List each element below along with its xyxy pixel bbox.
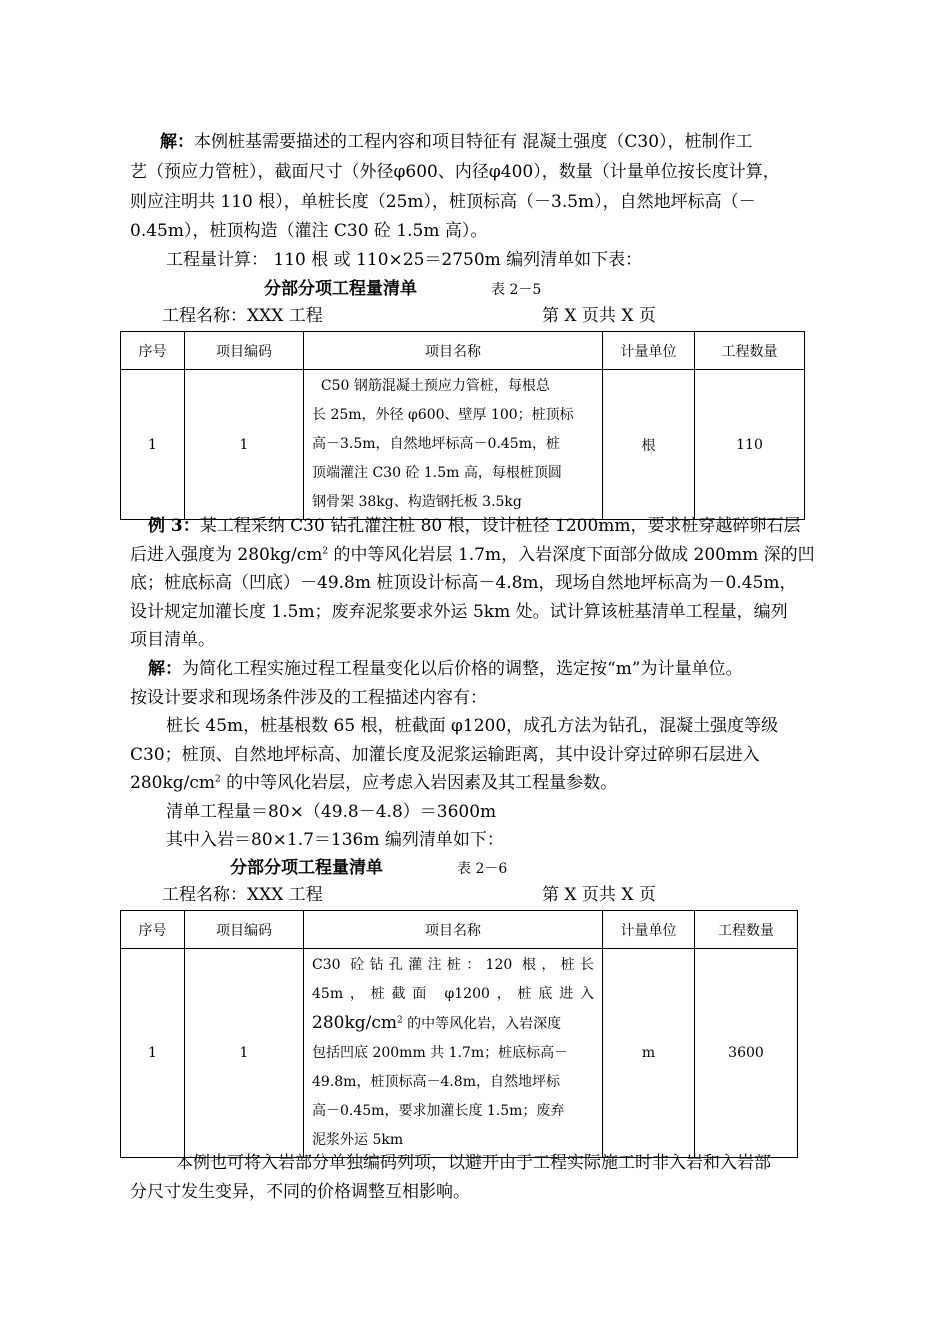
table2-header-code: 项目编码 <box>185 911 304 949</box>
table1-cell-qty: 110 <box>695 370 805 520</box>
table1-name-line: 钢骨架 38kg、构造钢托板 3.5kg <box>312 494 522 510</box>
table1-cell-code: 1 <box>185 370 304 520</box>
table1-cell-name <box>304 370 603 520</box>
table2-cell-code: 1 <box>185 949 304 1158</box>
table2-cell-unit: m <box>603 949 695 1158</box>
table2-caption: 分部分项工程量清单 <box>230 858 383 878</box>
solution2-line1 <box>148 654 743 684</box>
bill-table-2 <box>120 910 798 1158</box>
example3-text1: 某工程采纳 C30 钻孔灌注桩 80 根，设计桩径 1200mm，要求桩穿越碎卵石层 <box>199 516 801 536</box>
table1-header-code: 项目编码 <box>185 332 304 370</box>
solution2-label: 解： <box>148 659 182 679</box>
example3-line4: 设计规定加灌长度 1.5m；废弃泥浆要求外运 5km 处。试计算该桩基清单工程量，编列 <box>130 602 788 622</box>
table1-cell-no: 1 <box>121 370 185 520</box>
solution2-sup: 2 <box>215 774 221 785</box>
table1-name-line: C50 钢筋混凝土预应力管桩，每根总 <box>312 378 550 394</box>
table1-cell-unit: 根 <box>603 370 695 520</box>
example3-text2a: 后进入强度为 280kg/cm <box>130 545 323 565</box>
example3-text2b: 的中等风化岩层 1.7m，入岩深度下面部分做成 200mm 深的凹 <box>328 545 815 565</box>
table2-name-sup: 2 <box>397 1015 403 1026</box>
table1-header-name: 项目名称 <box>304 332 603 370</box>
table2-header-row <box>121 911 798 949</box>
table2-number: 表 2－6 <box>457 861 508 877</box>
table2-name-l3a: 280kg/cm <box>312 1013 397 1033</box>
table2-name-line: 包括凹底 200mm 共 1.7m；桩底标高－ <box>312 1045 569 1061</box>
solution2-line3: 桩长 45m，桩基根数 65 根，桩截面 φ1200，成孔方法为钻孔，混凝土强度等级 <box>166 716 779 736</box>
solution2-calc2: 其中入岩＝80×1.7＝136m 编列清单如下： <box>166 830 504 850</box>
table1-name-line: 高－3.5m，自然地坪标高－0.45m，桩 <box>312 436 560 452</box>
example3-line2 <box>130 540 815 570</box>
table2-header-name: 项目名称 <box>304 911 603 949</box>
bill-table-1 <box>120 331 805 520</box>
example3-line1 <box>148 511 801 541</box>
table2-name-line: 泥浆外运 5km <box>312 1132 404 1148</box>
table1-header-unit: 计量单位 <box>603 332 695 370</box>
table2-page-info: 第 X 页共 X 页 <box>542 885 656 905</box>
table1-caption: 分部分项工程量清单 <box>264 279 417 299</box>
example3-label: 例 3： <box>148 516 200 536</box>
table2-header-no: 序号 <box>121 911 185 949</box>
example3-line5: 项目清单。 <box>130 630 215 650</box>
table1-number: 表 2－5 <box>491 282 542 298</box>
table2-name-line: 45m，桩截面 φ1200，桩底进入 <box>312 986 594 1002</box>
solution1-line1 <box>160 127 753 157</box>
table2-name-line: C30 砼钻孔灌注桩：120 根，桩长 <box>312 957 594 973</box>
example3-line3: 底；桩底标高（凹底）－49.8m 桩顶设计标高－4.8m，现场自然地坪标高为－0.45m， <box>130 573 797 593</box>
table-row <box>121 370 805 520</box>
solution2-text5b: 的中等风化岩层，应考虑入岩因素及其工程量参数。 <box>220 773 618 793</box>
solution1-line4: 0.45m），桩顶构造（灌注 C30 砼 1.5m 高）。 <box>130 221 488 241</box>
solution1-text1: 本例桩基需要描述的工程内容和项目特征有 混凝土强度（C30），桩制作工 <box>194 132 753 152</box>
table1-name-line: 顶端灌注 C30 砼 1.5m 高，每根桩顶圆 <box>312 465 562 481</box>
table1-project-name: 工程名称：XXX 工程 <box>162 306 323 326</box>
solution2-calc1: 清单工程量＝80×（49.8－4.8）＝3600m <box>166 802 497 822</box>
table1-header-row <box>121 332 805 370</box>
solution2-text1: 为简化工程实施过程工程量变化以后价格的调整，选定按“m”为计量单位。 <box>182 659 743 679</box>
table2-cell-no: 1 <box>121 949 185 1158</box>
table2-cell-qty: 3600 <box>695 949 798 1158</box>
table2-name-line: 高－0.45m，要求加灌长度 1.5m；废弃 <box>312 1103 565 1119</box>
solution1-calc: 工程量计算： 110 根 或 110×25＝2750m 编列清单如下表： <box>166 250 643 270</box>
solution1-line2: 艺（预应力管桩），截面尺寸（外径φ600、内径φ400），数量（计量单位按长度计算， <box>130 162 780 182</box>
table2-header-qty: 工程数量 <box>695 911 798 949</box>
solution1-label: 解： <box>160 132 194 152</box>
solution2-line4: C30；桩顶、自然地坪标高、加灌长度及泥浆运输距离，其中设计穿过碎卵石层进入 <box>130 745 760 765</box>
table2-name-line: 49.8m，桩顶标高－4.8m，自然地坪标 <box>312 1074 560 1090</box>
table2-name-line <box>312 1009 594 1039</box>
solution1-line3: 则应注明共 110 根），单桩长度（25m），桩顶标高（－3.5m），自然地坪标高（－ <box>130 192 756 212</box>
closing-line2: 分尺寸发生变异，不同的价格调整互相影响。 <box>130 1182 470 1202</box>
solution2-text5a: 280kg/cm <box>130 773 215 793</box>
table-row <box>121 949 798 1158</box>
table1-header-no: 序号 <box>121 332 185 370</box>
solution2-line5 <box>130 768 617 798</box>
solution2-line2: 按设计要求和现场条件涉及的工程描述内容有： <box>130 688 487 708</box>
table2-cell-name <box>304 949 603 1158</box>
table1-header-qty: 工程数量 <box>695 332 805 370</box>
table1-name-line: 长 25m，外径 φ600、壁厚 100；桩顶标 <box>312 407 574 423</box>
table1-page-info: 第 X 页共 X 页 <box>542 306 656 326</box>
table2-name-l3b: 的中等风化岩，入岩深度 <box>402 1016 562 1032</box>
closing-line1: 本例也可将入岩部分单独编码列项，以避开由于工程实际施工时非入岩和入岩部 <box>176 1153 771 1173</box>
table2-header-unit: 计量单位 <box>603 911 695 949</box>
example3-sup: 2 <box>322 546 329 557</box>
table2-project-name: 工程名称：XXX 工程 <box>162 885 323 905</box>
